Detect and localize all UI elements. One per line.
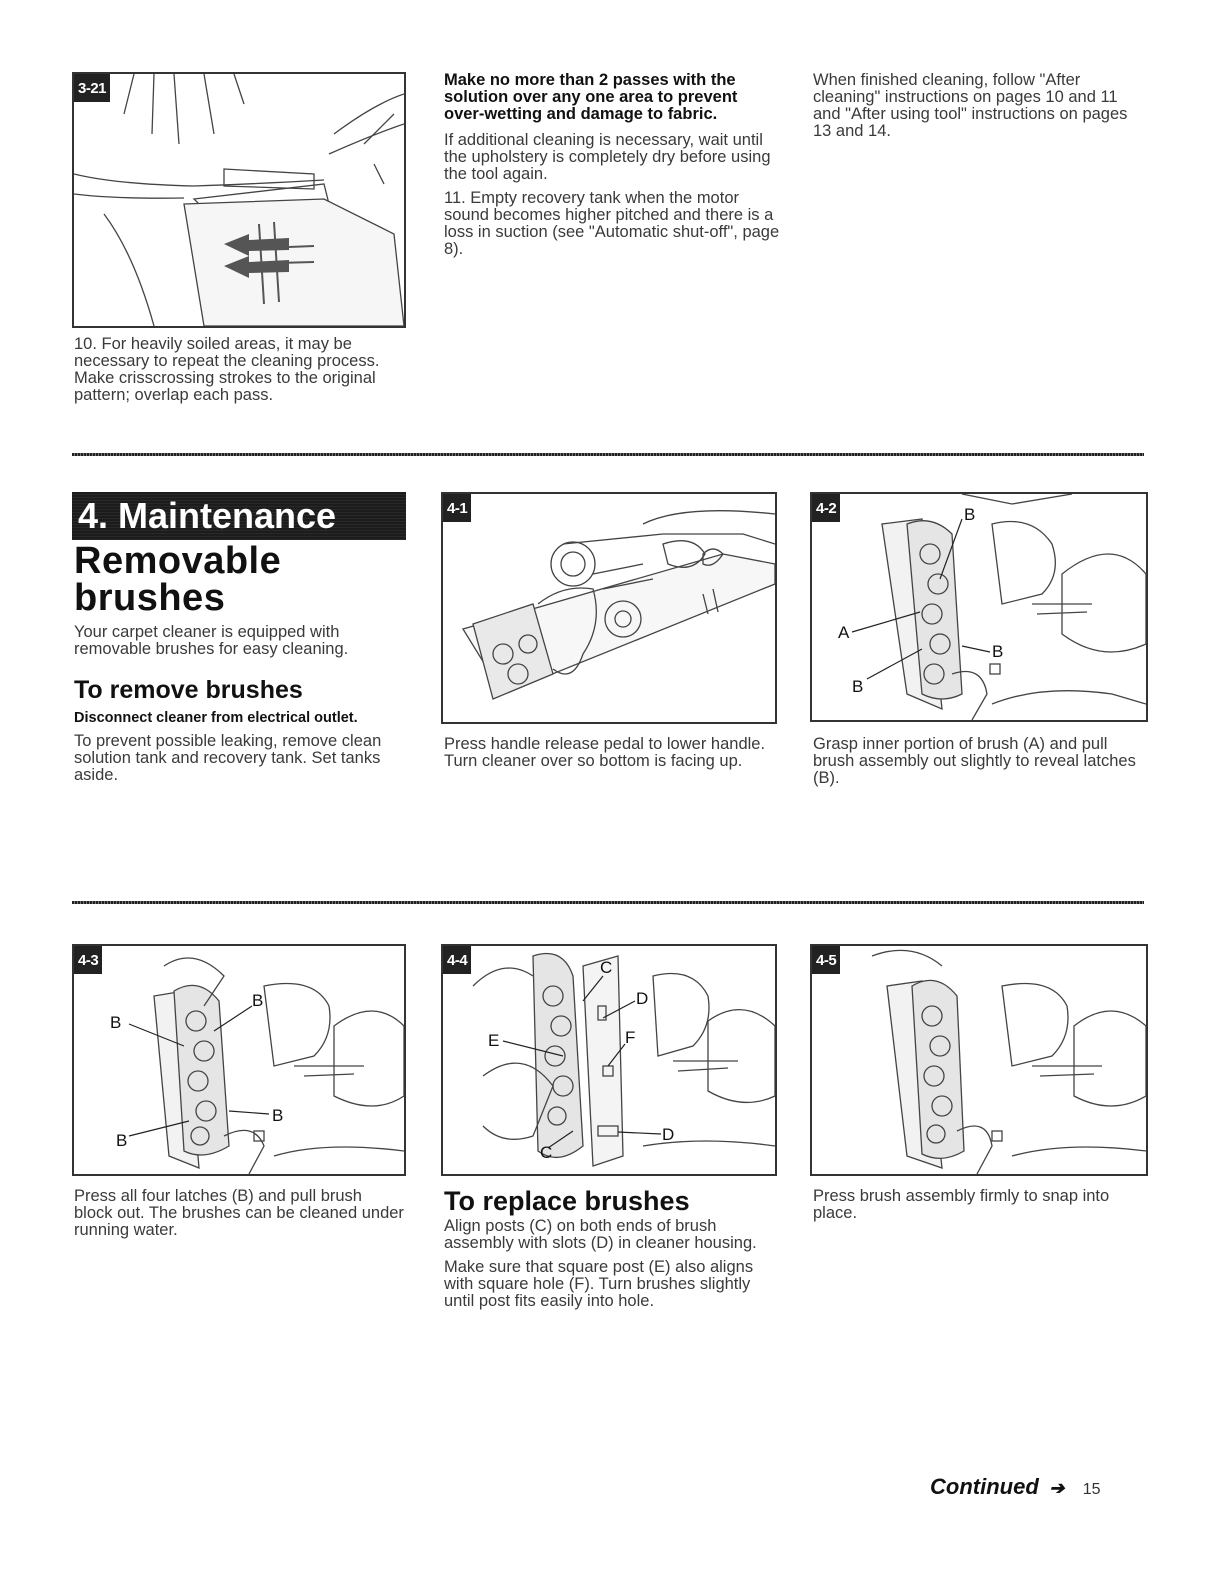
figure-tag: 4-4 [443,946,471,974]
replace-brushes-column [444,1186,776,1310]
press-latches-illustration [74,946,404,1174]
label-b-top: B [964,505,976,524]
figure-tag: 3-21 [74,74,110,102]
page-title-line-1: Removable [74,540,282,582]
page-number: 15 [1082,1481,1101,1498]
intro-text: Your carpet cleaner is equipped with removable brushes for easy cleaning. [74,623,349,658]
page-title-line-2: brushes [74,577,226,619]
snap-brushes-illustration [812,946,1146,1174]
replace-brushes-heading: To replace brushes [444,1186,690,1216]
over-wetting-warning: Make no more than 2 passes with the solution over any one area to prevent over-wetting and damage to fabric. [444,71,738,123]
figure-tag: 4-3 [74,946,102,974]
middle-column-top [444,72,780,258]
figure-4-2 [810,492,1148,722]
cleaner-bottom-illustration [443,494,775,722]
upholstery-cleaning-illustration [74,74,404,326]
label-b-bottom: B [852,677,864,696]
disconnect-warning: Disconnect cleaner from electrical outlet. [74,710,358,726]
square-post-text: Make sure that square post (E) also aligns with square hole (F). Turn brushes slightly until post fits easily into hole. [444,1258,754,1310]
label-b-right: B [992,642,1004,661]
section-divider [72,901,1144,904]
label-c-top: C [600,958,613,977]
figure-4-2-caption: Grasp inner portion of brush (A) and pull brush assembly out slightly to reveal latches (B). [813,735,1136,787]
figure-4-5 [810,944,1148,1176]
label-d-bottom: D [662,1125,675,1144]
label-b-3: B [116,1131,128,1150]
label-a: A [838,623,850,642]
prevent-leaking-text: To prevent possible leaking, remove clean solution tank and recovery tank. Set tanks aside. [74,732,382,784]
section-banner: 4. Maintenance [72,492,406,540]
label-b-2: B [252,991,264,1010]
label-b-1: B [110,1013,122,1032]
figure-3-21 [72,72,406,328]
figure-4-1 [441,492,777,724]
figure-tag: 4-5 [812,946,840,974]
figure-4-3-caption: Press all four latches (B) and pull brush block out. The brushes can be cleaned under running water. [74,1187,404,1239]
figure-4-3 [72,944,406,1176]
step-11-text: 11. Empty recovery tank when the motor sound becomes higher pitched and there is a loss in suction (see "Automatic shut-off", page 8). [444,189,780,258]
finished-cleaning-text: When finished cleaning, follow "After cleaning" instructions on pages 10 and 11 and "After using tool" instructions on pages 13 and 14. [813,71,1128,140]
maintenance-left-column [74,540,404,784]
additional-cleaning-text: If additional cleaning is necessary, wait until the upholstery is completely dry before using the tool again. [444,131,771,183]
label-e: E [488,1031,500,1050]
arrow-right-icon: ➔ [1049,1478,1065,1498]
figure-tag: 4-2 [812,494,840,522]
section-divider [72,453,1144,456]
continued-label: Continued [930,1474,1039,1499]
label-d-top: D [636,989,649,1008]
remove-brushes-heading: To remove brushes [74,676,303,704]
figure-4-5-caption: Press brush assembly firmly to snap into place. [813,1187,1110,1222]
step-10-text: 10. For heavily soiled areas, it may be necessary to repeat the cleaning process. Make crisscrossing strokes to the original pattern; overlap each pass. [74,335,380,404]
label-c-bottom: C [540,1143,553,1162]
page-footer [930,1474,1150,1504]
figure-4-4 [441,944,777,1176]
figure-tag: 4-1 [443,494,471,522]
align-posts-illustration [443,946,775,1174]
brush-assembly-illustration [812,494,1146,720]
figure-4-1-caption: Press handle release pedal to lower handle. Turn cleaner over so bottom is facing up. [444,735,766,770]
label-b-4: B [272,1106,284,1125]
label-f: F [625,1028,636,1047]
align-posts-text: Align posts (C) on both ends of brush assembly with slots (D) in cleaner housing. [444,1217,757,1252]
